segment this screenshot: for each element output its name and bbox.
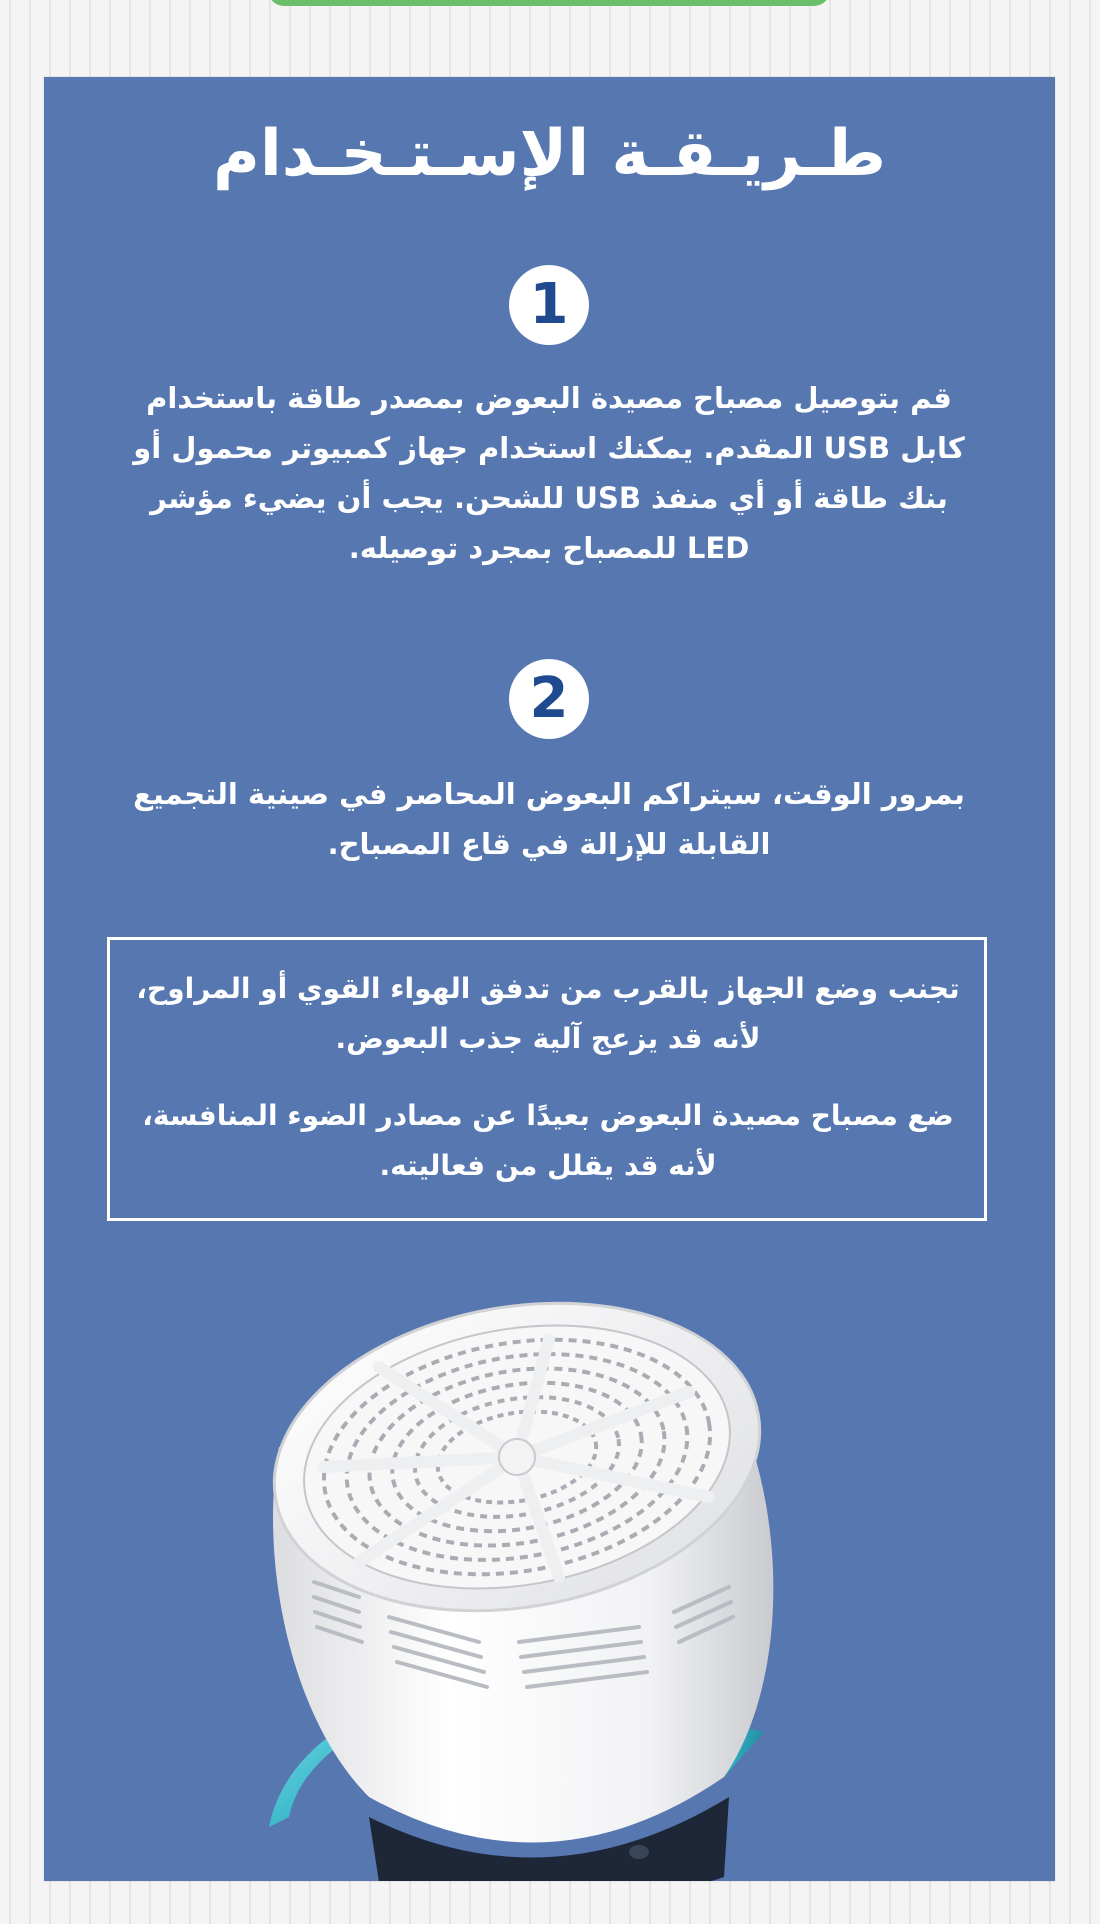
usage-instructions-panel xyxy=(44,77,1055,1881)
notice-box xyxy=(107,937,987,1221)
notice-light-sources: ضع مصباح مصيدة البعوض بعيدًا عن مصادر الضوء المنافسة، لأنه قد يقلل من فعاليته. xyxy=(142,1099,954,1182)
step-1-text: قم بتوصيل مصباح مصيدة البعوض بمصدر طاقة باستخدام كابل USB المقدم. يمكنك استخدام جهاز كمبيوتر محمول أو بنك طاقة أو أي منفذ USB للشحن. يجب أن يضيء مؤشر LED للمصباح بمجرد توصيله. xyxy=(133,381,965,565)
notice-airflow: تجنب وضع الجهاز بالقرب من تدفق الهواء القوي أو المراوح، لأنه قد يزعج آلية جذب البعوض. xyxy=(136,972,960,1055)
page-title: طـريـقـة الإسـتـخـدام xyxy=(212,117,887,191)
step-2-badge: 2 xyxy=(509,659,589,739)
step-1-badge: 1 xyxy=(509,265,589,345)
step-2-text: بمرور الوقت، سيتراكم البعوض المحاصر في صينية التجميع القابلة للإزالة في قاع المصباح. xyxy=(133,777,965,861)
top-green-banner xyxy=(268,0,830,6)
mosquito-trap-lamp-image xyxy=(219,1297,879,1881)
